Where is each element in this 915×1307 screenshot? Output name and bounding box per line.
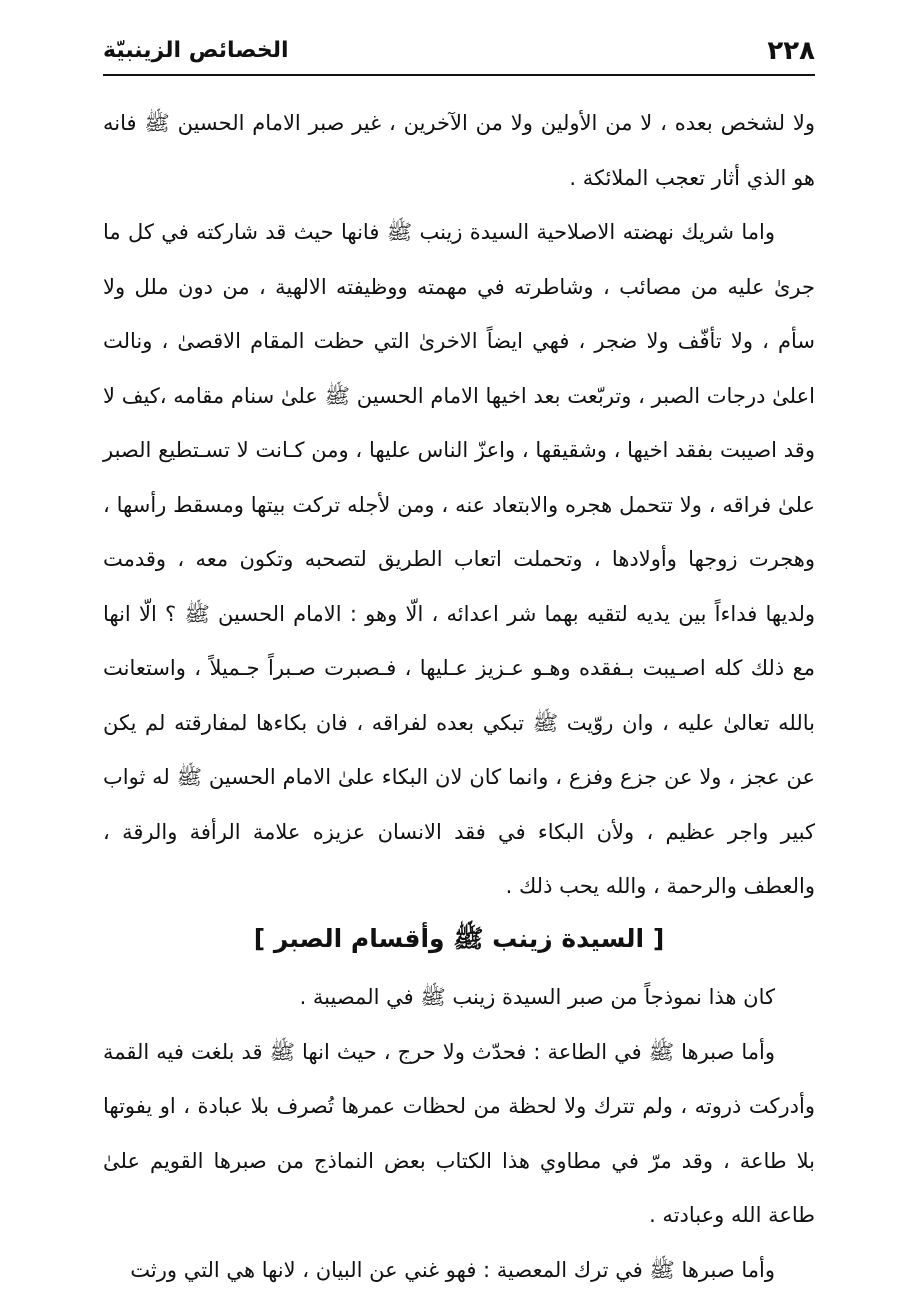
section xyxy=(103,890,815,1297)
page-number: ٢٢٨ xyxy=(767,36,815,66)
running-title: الخصائص الزينبيّة xyxy=(103,38,289,63)
paragraph: وأما صبرها ﷺ في ترك المعصية : فهو غني عن البيان ، لانها هي التي ورثت xyxy=(130,1257,775,1282)
section-heading: [ السيدة زينب ﷺ وأقسام الصبر ] xyxy=(253,924,665,953)
paragraph: وأما صبرها ﷺ في الطاعة : فحدّث ولا حرج ، حيث انها ﷺ قد بلغت فيه القمة وأدركت ذروته ، ولم تترك ولا لحظة من لحظات عمرها تُصرف بلا عبادة ، او يفوتها بلا طاعة ، وقد مرّ في مطاوي هذا الكتاب بعض النماذج من صبرها القويم علىٰ طاعة الله وعبادته . xyxy=(103,1039,815,1227)
paragraph: كان هذا نموذجاً من صبر السيدة زينب ﷺ في المصيبة . xyxy=(299,985,775,1009)
page-header xyxy=(103,30,815,76)
paragraph: واما شريك نهضته الاصلاحية السيدة زينب ﷺ فانها حيث قد شاركته في كل ما جرىٰ عليه من مصائب ، وشاطرته في مهمته ووظيفته الالهية ، من دون ملل ولا سأم ، ولا تأفّف ولا ضجر ، فهي ايضاً الاخرىٰ التي حظت المقام الاقصىٰ ، ونالت اعلىٰ درجات الصبر ، وتربّعت بعد اخيها الامام الحسين ﷺ علىٰ سنام مقامه ،كيف لا وقد اصيبت بفقد اخيها ، وشقيقها ، واعزّ الناس عليها ، ومن كـانت لا تسـتطيع الصبر علىٰ فراقه ، ولا تتحمل هجره والابتعاد عنه ، ومن لأجله تركت بيتها ومسقط رأسها ، وهجرت زوجها وأولادها ، وتحملت اتعاب الطريق لتصحبه وتكون معه ، وقدمت ولديها فداءاً بين يديه لتقيه بهما شر اعدائه ، الّا وهو : الامام الحسين ﷺ ؟ الّا انها مع ذلك كله اصـيبت بـفقده وهـو عـزيز عـليها ، فـصبرت صـبراً جـميلاً ، واستعانت بالله تعالىٰ عليه ، وان روّيت ﷺ تبكي بعده لفراقه ، فان بكاءها لمفارقته لم يكن عن عجز ، ولا عن جزع وفزع ، وانما كان لان البكاء علىٰ الامام الحسين ﷺ له ثواب كبير واجر عظيم ، ولأن البكاء في فقد الانسان عزيزه علامة الرأفة والرقة ، والعطف والرحمة ، والله يحب ذلك . xyxy=(103,220,815,898)
paragraph: ولا لشخص بعده ، لا من الأولين ولا من الآخرين ، غير صبر الامام الحسين ﷺ فانه هو الذي أثار تعجب الملائكة . xyxy=(103,111,815,190)
main-text xyxy=(103,96,815,914)
